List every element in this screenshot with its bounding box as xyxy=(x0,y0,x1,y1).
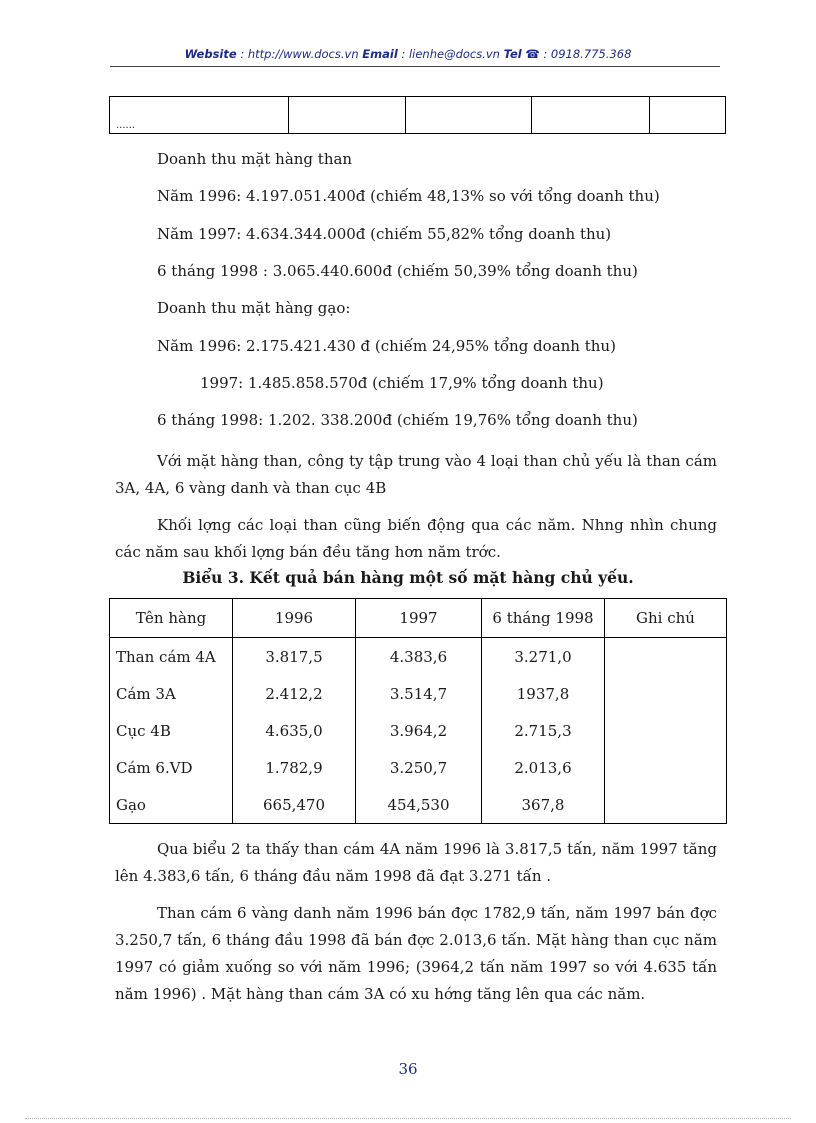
table-cell: 454,530 xyxy=(356,786,482,824)
footer-divider xyxy=(25,1118,791,1119)
table-cell xyxy=(605,675,727,712)
table-caption: Biểu 3. Kết quả bán hàng một số mặt hàng chủ yếu. xyxy=(182,568,634,587)
column-header: 1996 xyxy=(233,599,356,638)
table-header-row xyxy=(110,599,727,638)
table-cell xyxy=(605,786,727,824)
table-cell xyxy=(605,749,727,786)
website-value: : http://www.docs.vn xyxy=(236,47,363,61)
table-cell: Cám 3A xyxy=(110,675,233,712)
paragraph-text: Qua biểu 2 ta thấy than cám 4A năm 1996 là 3.817,5 tấn, năm 1997 tăng lên 4.383,6 tấn, 6 tháng đầu năm 1998 đã đạt 3.271 tấn . xyxy=(115,840,717,885)
header-divider xyxy=(110,66,720,67)
table-cell: 4.383,6 xyxy=(356,638,482,676)
tel-value: : 0918.775.368 xyxy=(539,47,632,61)
paragraph xyxy=(115,900,717,1008)
table-row xyxy=(110,712,727,749)
table-cell: 2.412,2 xyxy=(233,675,356,712)
paragraph-text: Than cám 6 vàng danh năm 1996 bán đợc 1782,9 tấn, năm 1997 bán đợc 3.250,7 tấn, 6 tháng đầu 1998 đã bán đợc 2.013,6 tấn. Mặt hàng than cục năm 1997 có giảm xuống so với năm 1996; (3964,2 tấn năm 1997 so với 4.635 tấn năm 1996) . Mặt hàng than cám 3A có xu hớng tăng lên qua các năm. xyxy=(115,904,717,1003)
website-label: Website xyxy=(184,47,237,61)
table-cell: 3.250,7 xyxy=(356,749,482,786)
table-cell: 1.782,9 xyxy=(233,749,356,786)
table-cell: 3.817,5 xyxy=(233,638,356,676)
table-cell: 3.271,0 xyxy=(482,638,605,676)
paragraph xyxy=(115,512,717,566)
table-cell: 2.013,6 xyxy=(482,749,605,786)
paragraph xyxy=(115,836,717,890)
table-cell xyxy=(605,712,727,749)
page-header xyxy=(0,47,816,61)
text-line: Doanh thu mặt hàng gạo: xyxy=(157,299,351,317)
text-line: 6 tháng 1998 : 3.065.440.600đ (chiếm 50,39% tổng doanh thu) xyxy=(157,262,638,280)
text-line: 6 tháng 1998: 1.202. 338.200đ (chiếm 19,76% tổng doanh thu) xyxy=(157,411,638,429)
telephone-icon: ☎ xyxy=(525,47,540,61)
text-line: Năm 1996: 2.175.421.430 đ (chiếm 24,95% tổng doanh thu) xyxy=(157,337,616,355)
text-line: Năm 1996: 4.197.051.400đ (chiếm 48,13% so với tổng doanh thu) xyxy=(157,187,660,205)
column-header: 6 tháng 1998 xyxy=(482,599,605,638)
tel-label: Tel xyxy=(503,47,522,61)
table-cell xyxy=(406,97,532,134)
table-row xyxy=(110,786,727,824)
email-value: : lienhe@docs.vn xyxy=(397,47,504,61)
text-line: Doanh thu mặt hàng than xyxy=(157,150,353,168)
paragraph xyxy=(115,448,717,502)
table-row xyxy=(110,675,727,712)
table-cell: 367,8 xyxy=(482,786,605,824)
table-cell: 4.635,0 xyxy=(233,712,356,749)
page-number: 36 xyxy=(398,1060,418,1078)
table-cell xyxy=(650,97,726,134)
table-cell: ...... xyxy=(110,97,289,134)
column-header: Tên hàng xyxy=(110,599,233,638)
email-label: Email xyxy=(362,47,398,61)
sales-results-table xyxy=(109,598,727,824)
text-line: Năm 1997: 4.634.344.000đ (chiếm 55,82% tổng doanh thu) xyxy=(157,225,612,243)
table-cell xyxy=(532,97,650,134)
table-cell: 3.964,2 xyxy=(356,712,482,749)
previous-table-fragment xyxy=(109,96,726,134)
table-cell: 665,470 xyxy=(233,786,356,824)
text-line: 1997: 1.485.858.570đ (chiếm 17,9% tổng doanh thu) xyxy=(200,374,604,392)
table-cell: Gạo xyxy=(110,786,233,824)
column-header: Ghi chú xyxy=(605,599,727,638)
paragraph-text: Với mặt hàng than, công ty tập trung vào 4 loại than chủ yếu là than cám 3A, 4A, 6 vàng danh và than cục 4B xyxy=(115,452,717,497)
column-header: 1997 xyxy=(356,599,482,638)
table-cell: 2.715,3 xyxy=(482,712,605,749)
table-cell: Than cám 4A xyxy=(110,638,233,676)
table-cell: Cám 6.VD xyxy=(110,749,233,786)
table-row xyxy=(110,749,727,786)
table-cell xyxy=(289,97,406,134)
table-row xyxy=(110,638,727,676)
table-cell: 1937,8 xyxy=(482,675,605,712)
paragraph-text: Khối lợng các loại than cũng biến động qua các năm. Nhng nhìn chung các năm sau khối lợng bán đều tăng hơn năm trớc. xyxy=(115,516,717,561)
table-cell: 3.514,7 xyxy=(356,675,482,712)
table-cell: Cục 4B xyxy=(110,712,233,749)
table-cell xyxy=(605,638,727,676)
